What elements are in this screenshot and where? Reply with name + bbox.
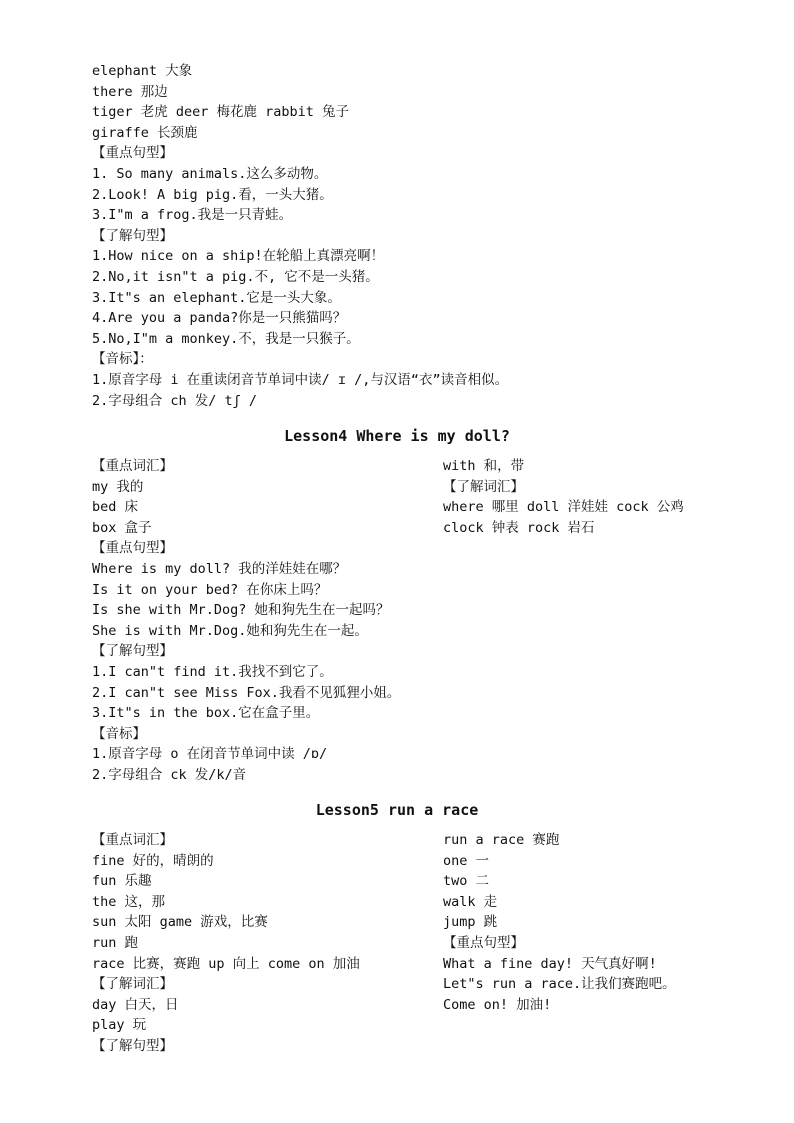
text-line: 【了解句型】 (92, 227, 173, 244)
text-line: 【重点词汇】 (92, 458, 173, 474)
lesson4-right-column (443, 456, 684, 538)
text-line: 【重点词汇】 (92, 832, 173, 848)
text-line: bed 床 (92, 499, 139, 516)
text-line: sun 太阳 game 游戏，比赛 (92, 914, 268, 931)
lesson5-left-column (92, 830, 360, 1057)
text-line: one 一 (443, 852, 490, 869)
text-line: Come on! 加油! (443, 996, 552, 1013)
text-line: 2.Look! A big pig.看，一头大猪。 (92, 186, 333, 203)
text-line: 1. So many animals.这么多动物。 (92, 165, 328, 182)
text-line: 【音标】 (92, 725, 146, 742)
text-line: 5.No,I"m a monkey.不，我是一只猴子。 (92, 330, 360, 347)
text-line: 【了解句型】 (92, 643, 173, 660)
text-line: play 玩 (92, 1017, 147, 1034)
text-line: jump 跳 (443, 914, 498, 931)
text-line: 【重点句型】 (92, 145, 173, 162)
text-line: Let"s run a race.让我们赛跑吧。 (443, 976, 676, 993)
text-line: 2.I can"t see Miss Fox.我看不见狐狸小姐。 (92, 684, 401, 701)
text-line: 2.字母组合 ch 发/ tʃ / (92, 392, 258, 409)
text-line: 【了解句型】 (92, 1037, 173, 1054)
lesson5-right-column (443, 830, 676, 1015)
text-line: the 这，那 (92, 893, 166, 910)
text-line: She is with Mr.Dog.她和狗先生在一起。 (92, 622, 368, 639)
text-line: 2.字母组合 ck 发/k/音 (92, 766, 247, 783)
text-line: elephant 大象 (92, 63, 193, 79)
lesson4-title: Lesson4 Where is my doll? (284, 427, 510, 445)
text-line: tiger 老虎 deer 梅花鹿 rabbit 兔子 (92, 104, 350, 121)
text-line: box 盒子 (92, 519, 152, 536)
text-line: 【重点句型】 (443, 934, 524, 951)
text-line: walk 走 (443, 893, 498, 910)
text-line: Is it on your bed? 在你床上吗？ (92, 581, 328, 598)
text-line: 3.It"s in the box.它在盒子里。 (92, 705, 320, 722)
text-line: 4.Are you a panda?你是一只熊猫吗？ (92, 310, 347, 327)
lesson4-left-column (92, 456, 400, 786)
vocabulary-sentences-section (92, 61, 508, 411)
text-line: 1.I can"t find it.我找不到它了。 (92, 663, 333, 680)
text-line: clock 钟表 rock 岩石 (443, 519, 595, 536)
text-line: fine 好的，晴朗的 (92, 852, 214, 869)
text-line: 1.原音字母 o 在闭音节单词中读 /ɒ/ (92, 746, 328, 763)
text-line: Is she with Mr.Dog? 她和狗先生在一起吗？ (92, 602, 390, 619)
text-line: where 哪里 doll 洋娃娃 cock 公鸡 (443, 499, 684, 516)
text-line: 【重点句型】 (92, 540, 173, 557)
text-line: 1.How nice on a ship!在轮船上真漂亮啊！ (92, 248, 385, 265)
text-line: day 白天，日 (92, 996, 179, 1013)
text-line: 1.原音字母 i 在重读闭音节单词中读/ ɪ /,与汉语“衣”读音相似。 (92, 371, 509, 388)
text-line: my 我的 (92, 478, 144, 495)
text-line: 3.It"s an elephant.它是一头大象。 (92, 289, 341, 306)
text-line: fun 乐趣 (92, 873, 152, 890)
text-line: run 跑 (92, 934, 139, 951)
text-line: What a fine day! 天气真好啊! (443, 955, 657, 972)
text-line: two 二 (443, 873, 490, 890)
text-line: Where is my doll? 我的洋娃娃在哪？ (92, 560, 347, 577)
text-line: 【音标】： (92, 351, 153, 368)
text-line: there 那边 (92, 83, 168, 100)
text-line: 【了解词汇】 (92, 976, 173, 993)
text-line: 【了解词汇】 (443, 478, 524, 495)
text-line: 2.No,it isn"t a pig.不, 它不是一头猪。 (92, 268, 379, 285)
text-line: with 和，带 (443, 458, 525, 474)
lesson5-title: Lesson5 run a race (315, 801, 479, 819)
text-line: race 比赛，赛跑 up 向上 come on 加油 (92, 955, 360, 972)
text-line: run a race 赛跑 (443, 832, 560, 848)
text-line: 3.I"m a frog.我是一只青蛙。 (92, 207, 293, 224)
text-line: giraffe 长颈鹿 (92, 124, 198, 141)
